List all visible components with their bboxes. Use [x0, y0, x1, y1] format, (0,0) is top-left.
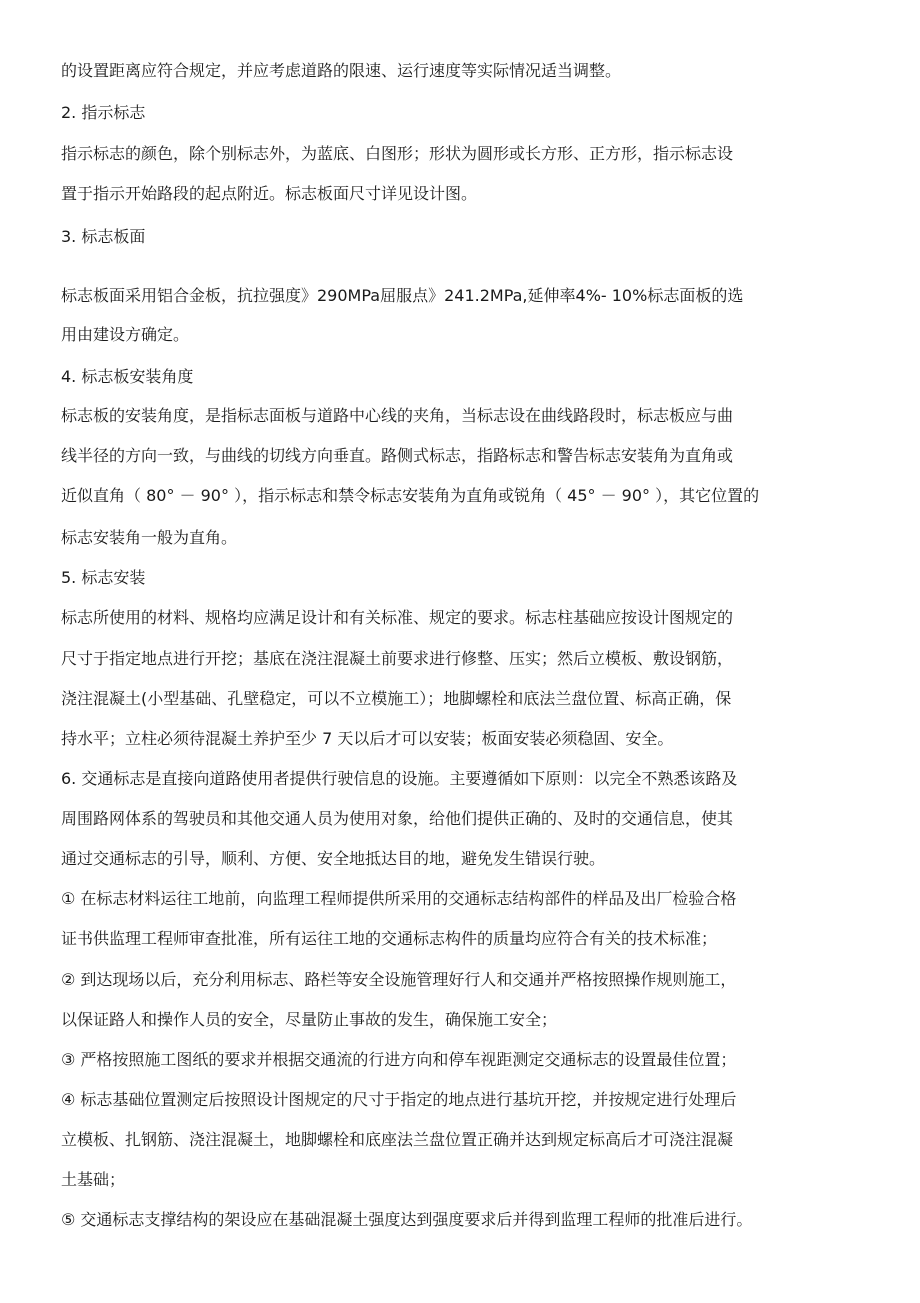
text-line-11: 近似直角（ 80° － 90° ），指示标志和禁令标志安装角为直角或锐角（ 45° － 90° ），其它位置的 [61, 486, 760, 505]
text-line-27: 立模板、扎钢筋、浇注混凝土，地脚螺栓和底座法兰盘位置正确并达到规定标高后才可浇注混凝 [61, 1130, 734, 1149]
text-line-9: 标志板的安装角度，是指标志面板与道路中心线的夹角，当标志设在曲线路段时，标志板应与曲 [61, 406, 734, 425]
text-line-14: 标志所使用的材料、规格均应满足设计和有关标准、规定的要求。标志柱基础应按设计图规定的 [61, 608, 734, 627]
text-line-16: 浇注混凝土(小型基础、孔壁稳定，可以不立模施工）；地脚螺栓和底法兰盘位置、标高正确，保 [61, 689, 732, 708]
text-line-4: 置于指示开始路段的起点附近。标志板面尺寸详见设计图。 [61, 184, 478, 203]
text-line-28: 土基础； [61, 1170, 126, 1189]
heading-2: 2. 指示标志 [61, 103, 146, 122]
text-line-1: 的设置距离应符合规定，并应考虑道路的限速、运行速度等实际情况适当调整。 [61, 61, 622, 80]
text-line-15: 尺寸于指定地点进行开挖；基底在浇注混凝土前要求进行修整、压实；然后立模板、敷设钢筋， [61, 649, 734, 668]
text-line-17: 持水平；立柱必须待混凝土养护至少 7 天以后才可以安装；板面安装必须稳固、安全。 [61, 729, 674, 748]
text-line-20: 通过交通标志的引导，顺利、方便、安全地抵达目的地，避免发生错误行驶。 [61, 849, 606, 868]
text-line-18: 6. 交通标志是直接向道路使用者提供行驶信息的设施。主要遵循如下原则：以完全不熟悉该路及 [61, 769, 738, 788]
text-line-3: 指示标志的颜色，除个别标志外，为蓝底、白图形；形状为圆形或长方形、正方形，指示标志设 [61, 144, 734, 163]
list-item-2: ② 到达现场以后，充分利用标志、路栏等安全设施管理好行人和交通并严格按照操作规则施工， [61, 970, 737, 989]
text-line-7: 用由建设方确定。 [61, 325, 190, 344]
heading-4: 4. 标志板安装角度 [61, 367, 194, 386]
list-item-5: ⑤ 交通标志支撑结构的架设应在基础混凝土强度达到强度要求后并得到监理工程师的批准后进行。 [61, 1210, 753, 1229]
text-line-24: 以保证路人和操作人员的安全，尽量防止事故的发生，确保施工安全； [61, 1010, 558, 1029]
heading-3: 3. 标志板面 [61, 227, 146, 246]
text-line-22: 证书供监理工程师审查批准，所有运往工地的交通标志构件的质量均应符合有关的技术标准； [61, 929, 718, 948]
list-item-1: ① 在标志材料运往工地前，向监理工程师提供所采用的交通标志结构部件的样品及出厂检验合格 [61, 889, 737, 908]
list-item-4: ④ 标志基础位置测定后按照设计图规定的尺寸于指定的地点进行基坑开挖，并按规定进行处理后 [61, 1090, 737, 1109]
heading-5: 5. 标志安装 [61, 568, 146, 587]
text-line-12: 标志安装角一般为直角。 [61, 528, 238, 547]
list-item-3: ③ 严格按照施工图纸的要求并根据交通流的行进方向和停车视距测定交通标志的设置最佳位置； [61, 1050, 737, 1069]
text-line-19: 周围路网体系的驾驶员和其他交通人员为使用对象，给他们提供正确的、及时的交通信息，使其 [61, 809, 734, 828]
text-line-6: 标志板面采用铝合金板，抗拉强度》290MPa屈服点》241.2MPa,延伸率4%- 10%标志面板的选 [61, 286, 744, 305]
text-line-10: 线半径的方向一致，与曲线的切线方向垂直。路侧式标志，指路标志和警告标志安装角为直角或 [61, 446, 734, 465]
